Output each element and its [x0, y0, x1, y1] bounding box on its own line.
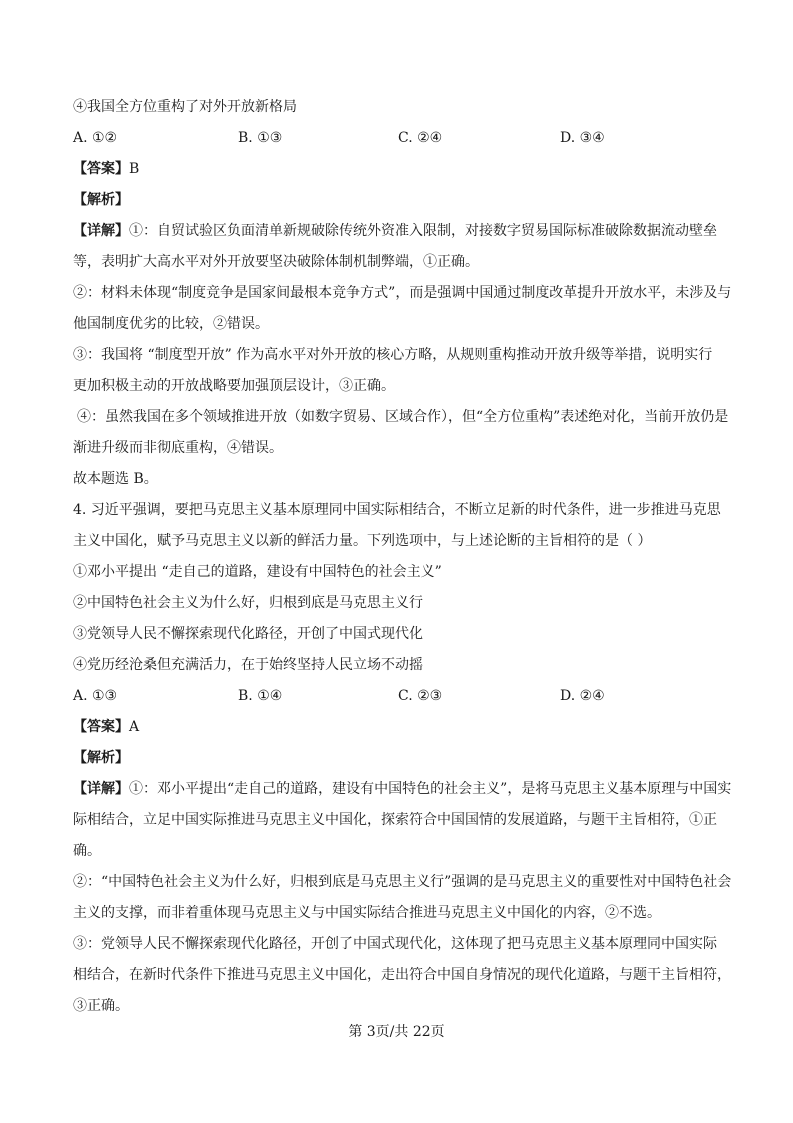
choice-b: B. ①③: [238, 130, 283, 146]
choice-b: B. ①④: [238, 688, 283, 704]
option-item-2: ②中国特色社会主义为什么好，归根到底是马克思主义行: [73, 595, 423, 611]
detail-line: 际相结合，立足中国实际推进马克思主义中国化，探索符合中国国情的发展道路，与题干主旨相符，①正: [73, 812, 717, 828]
answer-tag: 【答案】: [73, 719, 129, 735]
choice-c: C. ②④: [398, 130, 443, 146]
choice-d: D. ②④: [560, 688, 605, 704]
detail-tag: 【详解】: [73, 223, 129, 239]
detail-line: 他国制度优劣的比较，②错误。: [73, 316, 269, 332]
answer-line: [73, 712, 733, 743]
choice-c: C. ②③: [398, 688, 443, 704]
detail-line: 相结合，在新时代条件下推进马克思主义中国化，走出符合中国自身情况的现代化道路，与题干主旨相符，: [73, 967, 731, 983]
detail-line: ③：党领导人民不懈探索现代化路径，开创了中国式现代化，这体现了把马克思主义基本原理同中国实际: [73, 936, 717, 952]
choice-row: [73, 123, 733, 154]
detail-line: ③正确。: [73, 998, 129, 1014]
page-footer: 第 3页/共 22页: [348, 1024, 445, 1040]
detail-line: ②：“中国特色社会主义为什么好，归根到底是马克思主义行”强调的是马克思主义的重要性对中国特色社会: [73, 874, 732, 890]
question-stem-line: 主义中国化，赋予马克思主义以新的鲜活力量。下列选项中，与上述论断的主旨相符的是（ ）: [73, 533, 652, 549]
answer-tag: 【答案】: [73, 161, 129, 177]
detail-line: 主义的支撑，而非着重体现马克思主义与中国实际结合推进马克思主义中国化的内容，②不选。: [73, 905, 661, 921]
detail-line: 等，表明扩大高水平对外开放要坚决破除体制机制弊端，①正确。: [73, 254, 479, 270]
detail-text: ①：自贸试验区负面清单新规破除传统外资准入限制，对接数字贸易国际标准破除数据流动壁垒: [129, 223, 717, 239]
analysis-tag: 【解析】: [73, 750, 129, 766]
detail-line: 更加积极主动的开放战略要加强顶层设计，③正确。: [73, 378, 395, 394]
choice-a: A. ①③: [73, 688, 118, 704]
choice-d: D. ③④: [560, 130, 605, 146]
option-item-1: ①邓小平提出 “走自己的道路，建设有中国特色的社会主义”: [73, 564, 442, 580]
analysis-tag: 【解析】: [73, 192, 129, 208]
detail-line: 渐进升级而非彻底重构，④错误。: [73, 440, 283, 456]
detail-line: ④：虽然我国在多个领域推进开放（如数字贸易、区域合作），但“全方位重构”表述绝对化，当前开放仍是: [77, 409, 729, 425]
question-stem-line: 4. 习近平强调，要把马克思主义基本原理同中国实际相结合，不断立足新的时代条件，进一步推进马克思: [73, 502, 721, 518]
conclusion-line: 故本题选 B。: [73, 471, 158, 487]
detail-line: ③：我国将 “制度型开放” 作为高水平对外开放的核心方略，从规则重构推动开放升级等举措，说明实行: [73, 347, 713, 363]
detail-line: [73, 774, 733, 805]
option-item-3: ③党领导人民不懈探索现代化路径，开创了中国式现代化: [73, 626, 423, 642]
answer-value: A: [129, 719, 140, 735]
choice-a: A. ①②: [73, 130, 118, 146]
answer-value: B: [129, 161, 140, 177]
choice-row: [73, 681, 733, 712]
option-item-4: ④我国全方位重构了对外开放新格局: [73, 99, 297, 115]
detail-text: ①：邓小平提出“走自己的道路，建设有中国特色的社会主义”，是将马克思主义基本原理与中国实: [129, 781, 732, 797]
detail-line: [73, 216, 733, 247]
page-content: [73, 92, 733, 1022]
answer-line: [73, 154, 733, 185]
option-item-4: ④党历经沧桑但充满活力，在于始终坚持人民立场不动摇: [73, 657, 423, 673]
detail-line: 确。: [73, 843, 101, 859]
detail-tag: 【详解】: [73, 781, 129, 797]
detail-line: ②：材料未体现“制度竞争是国家间最根本竞争方式”，而是强调中国通过制度改革提升开放水平，未涉及与: [73, 285, 732, 301]
